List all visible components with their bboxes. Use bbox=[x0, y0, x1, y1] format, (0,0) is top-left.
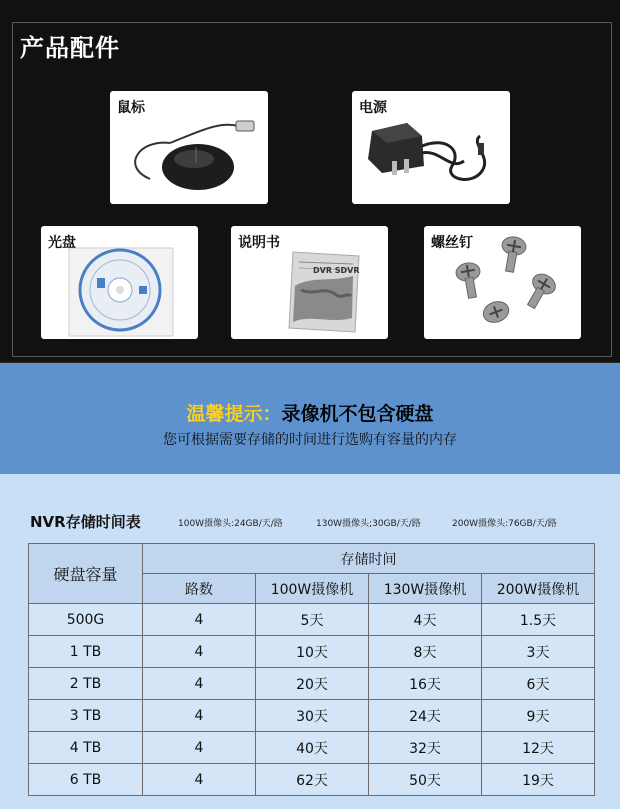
table-row bbox=[29, 764, 595, 796]
notice-sub-text: 您可根据需要存储的时间进行选购有容量的内存 bbox=[163, 432, 457, 448]
note-200w: 200W摄像头:76GB/天/路 bbox=[452, 519, 557, 529]
note-100w: 100W摄像头:24GB/天/路 bbox=[178, 519, 283, 529]
cam100-cell: 20天 bbox=[256, 668, 369, 700]
accessory-card-power bbox=[352, 91, 510, 204]
cam200-cell: 12天 bbox=[482, 732, 595, 764]
cam130-cell: 4天 bbox=[369, 604, 482, 636]
accessory-label-cd: 光盘 bbox=[48, 235, 76, 251]
table-row bbox=[29, 636, 595, 668]
cam100-cell: 40天 bbox=[256, 732, 369, 764]
column-header: 100W摄像机 bbox=[256, 574, 369, 604]
cam100-cell: 10天 bbox=[256, 636, 369, 668]
storage-section bbox=[0, 474, 620, 809]
manual-cover-text: DVR SDVR bbox=[313, 266, 360, 275]
storage-table-title: NVR存储时间表 bbox=[30, 513, 141, 531]
column-header: 路数 bbox=[143, 574, 256, 604]
capacity-cell: 4 TB bbox=[29, 732, 143, 764]
capacity-cell: 2 TB bbox=[29, 668, 143, 700]
accessory-label-screws: 螺丝钉 bbox=[431, 235, 473, 251]
channels-cell: 4 bbox=[143, 764, 256, 796]
note-130w: 130W摄像头;30GB/天/路 bbox=[316, 519, 421, 529]
accessories-section bbox=[0, 0, 620, 362]
capacity-cell: 1 TB bbox=[29, 636, 143, 668]
cam200-cell: 1.5天 bbox=[482, 604, 595, 636]
column-header: 200W摄像机 bbox=[482, 574, 595, 604]
cam200-cell: 9天 bbox=[482, 700, 595, 732]
capacity-cell: 500G bbox=[29, 604, 143, 636]
cam100-cell: 30天 bbox=[256, 700, 369, 732]
capacity-header: 硬盘容量 bbox=[29, 544, 143, 604]
cam130-cell: 32天 bbox=[369, 732, 482, 764]
notice-tip-label: 温馨提示： bbox=[186, 403, 282, 425]
table-row bbox=[29, 700, 595, 732]
storage-table bbox=[28, 543, 595, 796]
accessory-label-mouse: 鼠标 bbox=[117, 100, 145, 116]
accessory-card-cd bbox=[41, 226, 198, 339]
notice-banner bbox=[0, 362, 620, 475]
channels-cell: 4 bbox=[143, 604, 256, 636]
channels-cell: 4 bbox=[143, 700, 256, 732]
cam130-cell: 16天 bbox=[369, 668, 482, 700]
table-row bbox=[29, 732, 595, 764]
table-row bbox=[29, 604, 595, 636]
cam130-cell: 50天 bbox=[369, 764, 482, 796]
accessory-label-power: 电源 bbox=[359, 100, 387, 116]
table-row bbox=[29, 668, 595, 700]
cam130-cell: 8天 bbox=[369, 636, 482, 668]
accessory-card-manual bbox=[231, 226, 388, 339]
cam200-cell: 6天 bbox=[482, 668, 595, 700]
channels-cell: 4 bbox=[143, 636, 256, 668]
storage-time-header: 存储时间 bbox=[143, 544, 595, 574]
channels-cell: 4 bbox=[143, 668, 256, 700]
cam200-cell: 19天 bbox=[482, 764, 595, 796]
capacity-cell: 6 TB bbox=[29, 764, 143, 796]
table-header-row bbox=[29, 544, 595, 574]
accessories-title: 产品配件 bbox=[20, 34, 120, 62]
accessory-label-manual: 说明书 bbox=[238, 235, 280, 251]
column-header: 130W摄像机 bbox=[369, 574, 482, 604]
notice-headline bbox=[0, 399, 620, 426]
cam100-cell: 62天 bbox=[256, 764, 369, 796]
cam100-cell: 5天 bbox=[256, 604, 369, 636]
capacity-cell: 3 TB bbox=[29, 700, 143, 732]
notice-main-text: 录像机不包含硬盘 bbox=[281, 403, 434, 425]
accessory-card-screws bbox=[424, 226, 581, 339]
accessory-card-mouse bbox=[110, 91, 268, 204]
cam200-cell: 3天 bbox=[482, 636, 595, 668]
cam130-cell: 24天 bbox=[369, 700, 482, 732]
channels-cell: 4 bbox=[143, 732, 256, 764]
